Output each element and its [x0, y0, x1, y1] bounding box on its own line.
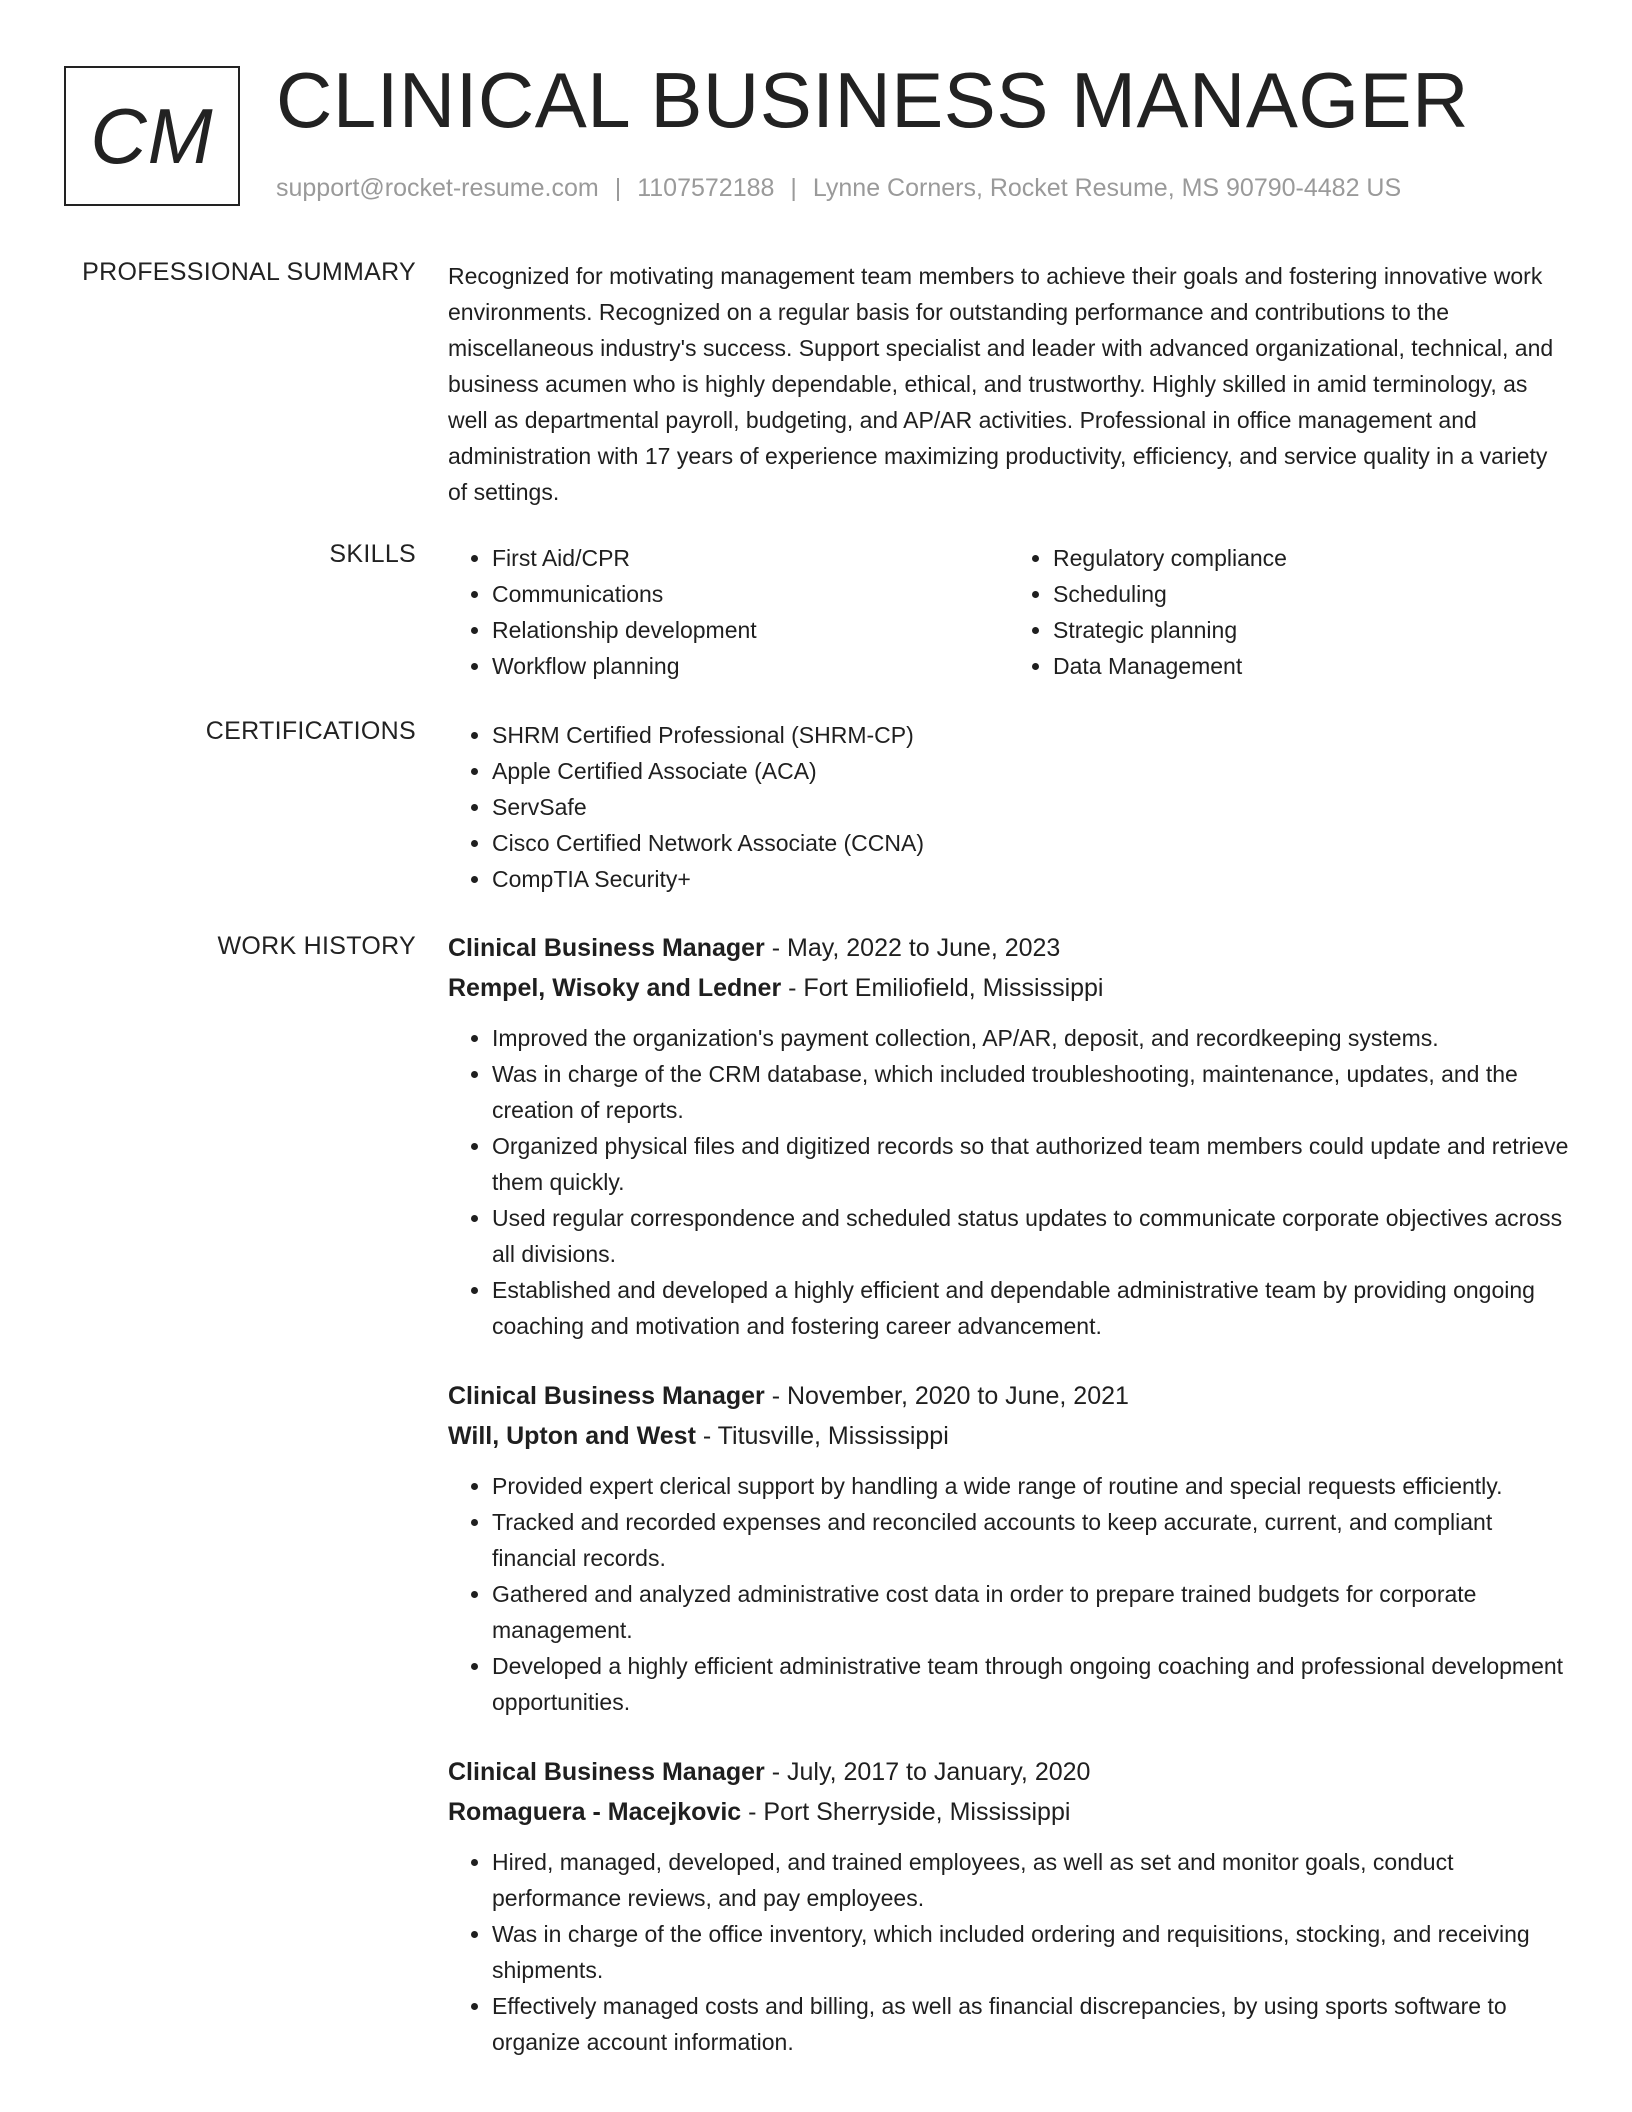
job-company: Romaguera - Macejkovic [448, 1798, 742, 1826]
job-bullet: • Provided expert clerical support by handling a wide range of routine and special requests efficiently. [492, 1468, 1570, 1504]
job-company-line [448, 1792, 1570, 1832]
certification-item: • SHRM Certified Professional (SHRM-CP) [492, 717, 1570, 753]
job-bullet: • Established and developed a highly efficient and dependable administrative team by providing ongoing coaching and motivation and fostering career advancement. [492, 1272, 1570, 1344]
certification-item: • Apple Certified Associate (ACA) [492, 753, 1570, 789]
job-bullet: • Used regular correspondence and scheduled status updates to communicate corporate objectives across all divisions. [492, 1200, 1570, 1272]
skills-list-right [1009, 540, 1570, 684]
job-company-line [448, 1416, 1570, 1456]
skill-item: • Relationship development [492, 612, 1009, 648]
job-bullet: • Effectively managed costs and billing, as well as financial discrepancies, by using sports software to organize account information. [492, 1988, 1570, 2060]
skill-item: • Regulatory compliance [1053, 540, 1570, 576]
job-entry [448, 928, 1570, 1344]
page-title: CLINICAL BUSINESS MANAGER [276, 56, 1469, 144]
skill-item: • Scheduling [1053, 576, 1570, 612]
job-title: Clinical Business Manager [448, 934, 765, 962]
job-bullet: • Hired, managed, developed, and trained employees, as well as set and monitor goals, conduct performance reviews, and pay employees. [492, 1844, 1570, 1916]
skills-list-left [448, 540, 1009, 684]
job-title-line [448, 1376, 1570, 1416]
certifications-heading: CERTIFICATIONS [205, 717, 416, 745]
job-bullet: • Developed a highly efficient administrative team through ongoing coaching and professional development opportunities. [492, 1648, 1570, 1720]
job-bullet: • Was in charge of the CRM database, which included troubleshooting, maintenance, updates, and the creation of reports. [492, 1056, 1570, 1128]
job-bullet: • Tracked and recorded expenses and reconciled accounts to keep accurate, current, and compliant financial records. [492, 1504, 1570, 1576]
monogram-logo: CM [64, 66, 240, 206]
job-dates: - May, 2022 to June, 2023 [764, 934, 1061, 962]
job-title: Clinical Business Manager [448, 1382, 765, 1410]
contact-email[interactable]: support@rocket-resume.com [276, 174, 599, 202]
summary-heading: PROFESSIONAL SUMMARY [82, 258, 416, 286]
job-title: Clinical Business Manager [448, 1758, 765, 1786]
job-dates: - July, 2017 to January, 2020 [764, 1758, 1091, 1786]
job-company-line [448, 968, 1570, 1008]
certification-item: • ServSafe [492, 789, 1570, 825]
job-location: - Titusville, Mississippi [695, 1422, 949, 1450]
contact-separator: | [614, 174, 622, 202]
job-entry [448, 1752, 1570, 2060]
job-bullet: • Organized physical files and digitized records so that authorized team members could update and retrieve them quickly. [492, 1128, 1570, 1200]
job-title-line [448, 928, 1570, 968]
job-bullet: • Was in charge of the office inventory, which included ordering and requisitions, stocking, and receiving shipments. [492, 1916, 1570, 1988]
job-bullet: • Improved the organization's payment collection, AP/AR, deposit, and recordkeeping systems. [492, 1020, 1570, 1056]
contact-separator: | [790, 174, 797, 202]
job-location: - Port Sherryside, Mississippi [741, 1798, 1071, 1826]
skill-item: • Data Management [1053, 648, 1570, 684]
skill-item: • Strategic planning [1053, 612, 1570, 648]
work-history-body [448, 928, 1570, 2092]
job-entry [448, 1376, 1570, 1720]
contact-address: Lynne Corners, Rocket Resume, MS 90790-4482 US [812, 174, 1402, 202]
job-company: Will, Upton and West [448, 1422, 696, 1450]
skills-grid [448, 540, 1570, 684]
job-bullets [448, 1844, 1570, 2060]
job-title-line [448, 1752, 1570, 1792]
certifications-body [448, 717, 1570, 897]
certification-item: • CompTIA Security+ [492, 861, 1570, 897]
job-bullets [448, 1020, 1570, 1344]
job-dates: - November, 2020 to June, 2021 [764, 1382, 1129, 1410]
job-location: - Fort Emiliofield, Mississippi [781, 974, 1104, 1002]
skill-item: • Workflow planning [492, 648, 1009, 684]
certifications-list [448, 717, 1570, 897]
skill-item: • First Aid/CPR [492, 540, 1009, 576]
contact-phone[interactable]: 1107572188 [637, 174, 775, 202]
skill-item: • Communications [492, 576, 1009, 612]
job-bullets [448, 1468, 1570, 1720]
contact-line [276, 174, 1401, 203]
job-company: Rempel, Wisoky and Ledner [448, 974, 782, 1002]
skills-heading: SKILLS [329, 540, 416, 568]
job-bullet: • Gathered and analyzed administrative cost data in order to prepare trained budgets for corporate management. [492, 1576, 1570, 1648]
work-history-heading: WORK HISTORY [217, 932, 416, 960]
summary-text: Recognized for motivating management team members to achieve their goals and fostering innovative work environments. Recognized on a regular basis for outstanding performance and contributions to the miscellaneous industry's success. Support specialist and leader with advanced organizational, technical, and business acumen who is highly dependable, ethical, and trustworthy. Highly skilled in amid terminology, as well as departmental payroll, budgeting, and AP/AR activities. Professional in office management and administration with 17 years of experience maximizing productivity, efficiency, and service quality in a variety of settings. [448, 263, 1554, 505]
certification-item: • Cisco Certified Network Associate (CCNA) [492, 825, 1570, 861]
